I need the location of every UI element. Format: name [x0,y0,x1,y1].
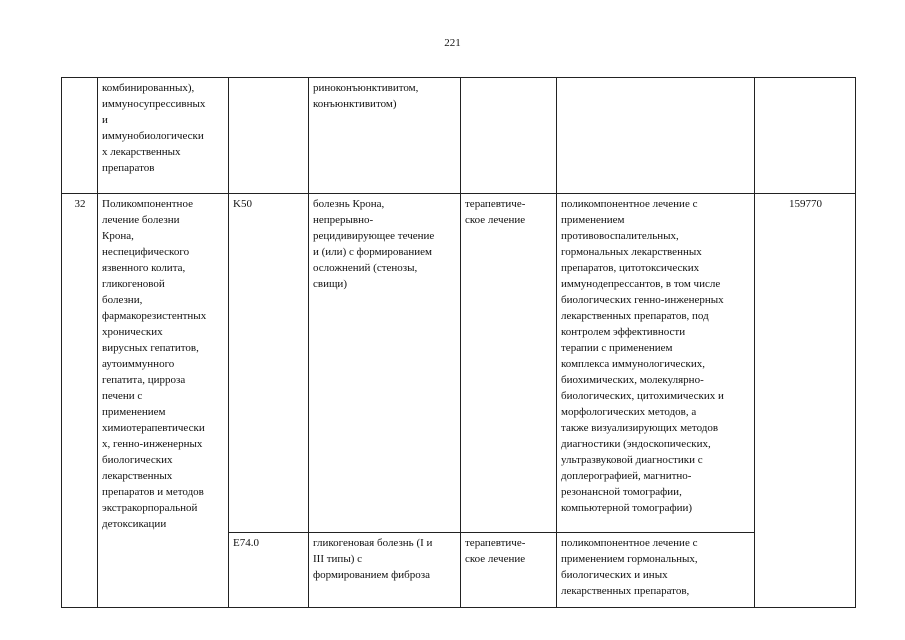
continuation-name-cell: комбинированных), иммуносупрессивных и иммунобиологически х лекарственных препаратов [98,78,229,194]
icd-code-cell: K50 [229,194,309,533]
continuation-code-cell [229,78,309,194]
continuation-row [62,78,856,194]
treatment-method-cell: поликомпонентное лечение с применением противовоспалительных, гормональных лекарственных препаратов, цитотоксических иммунодепрессантов, в том числе биологических генно-инженерных лекарственных препаратов, под контролем эффективности терапии с применением комплекса иммунологических, биохимических, молекулярно- биологических, цитохимических и морфологических методов, а также визуализирующих методов диагностики (эндоскопических, ультразвуковой диагностики с доплерографией, магнитно- резонансной томографии, компьютерной томографии) [557,194,755,533]
continuation-model-cell: риноконъюнктивитом, конъюнктивитом) [309,78,461,194]
patient-model-cell: болезнь Крона, непрерывно- рецидивирующее течение и (или) с формированием осложнений (стенозы, свищи) [309,194,461,533]
care-name-cell: Поликомпонентное лечение болезни Крона, неспецифического язвенного колита, гликогеновой болезни, фармакорезистентных хронических вирусных гепатитов, аутоиммунного гепатита, цирроза печени с применением химиотерапевтически х, генно-инженерных биологических лекарственных препаратов и методов экстракорпоральной детоксикации [98,194,229,608]
cost-cell: 159770 [755,194,856,608]
treatment-type-cell: терапевтиче- ское лечение [461,533,557,608]
patient-model-cell: гликогеновая болезнь (I и III типы) с формированием фиброза [309,533,461,608]
page-number: 221 [444,37,461,49]
treatment-type-cell: терапевтиче- ское лечение [461,194,557,533]
medical-care-table [61,77,856,608]
row-number-cell: 32 [62,194,98,608]
icd-code-cell: E74.0 [229,533,309,608]
continuation-num-cell [62,78,98,194]
continuation-cost-cell [755,78,856,194]
continuation-method-cell [557,78,755,194]
table-row-32-k50 [62,194,856,533]
continuation-type-cell [461,78,557,194]
treatment-method-cell: поликомпонентное лечение с применением гормональных, биологических и иных лекарственных препаратов, [557,533,755,608]
